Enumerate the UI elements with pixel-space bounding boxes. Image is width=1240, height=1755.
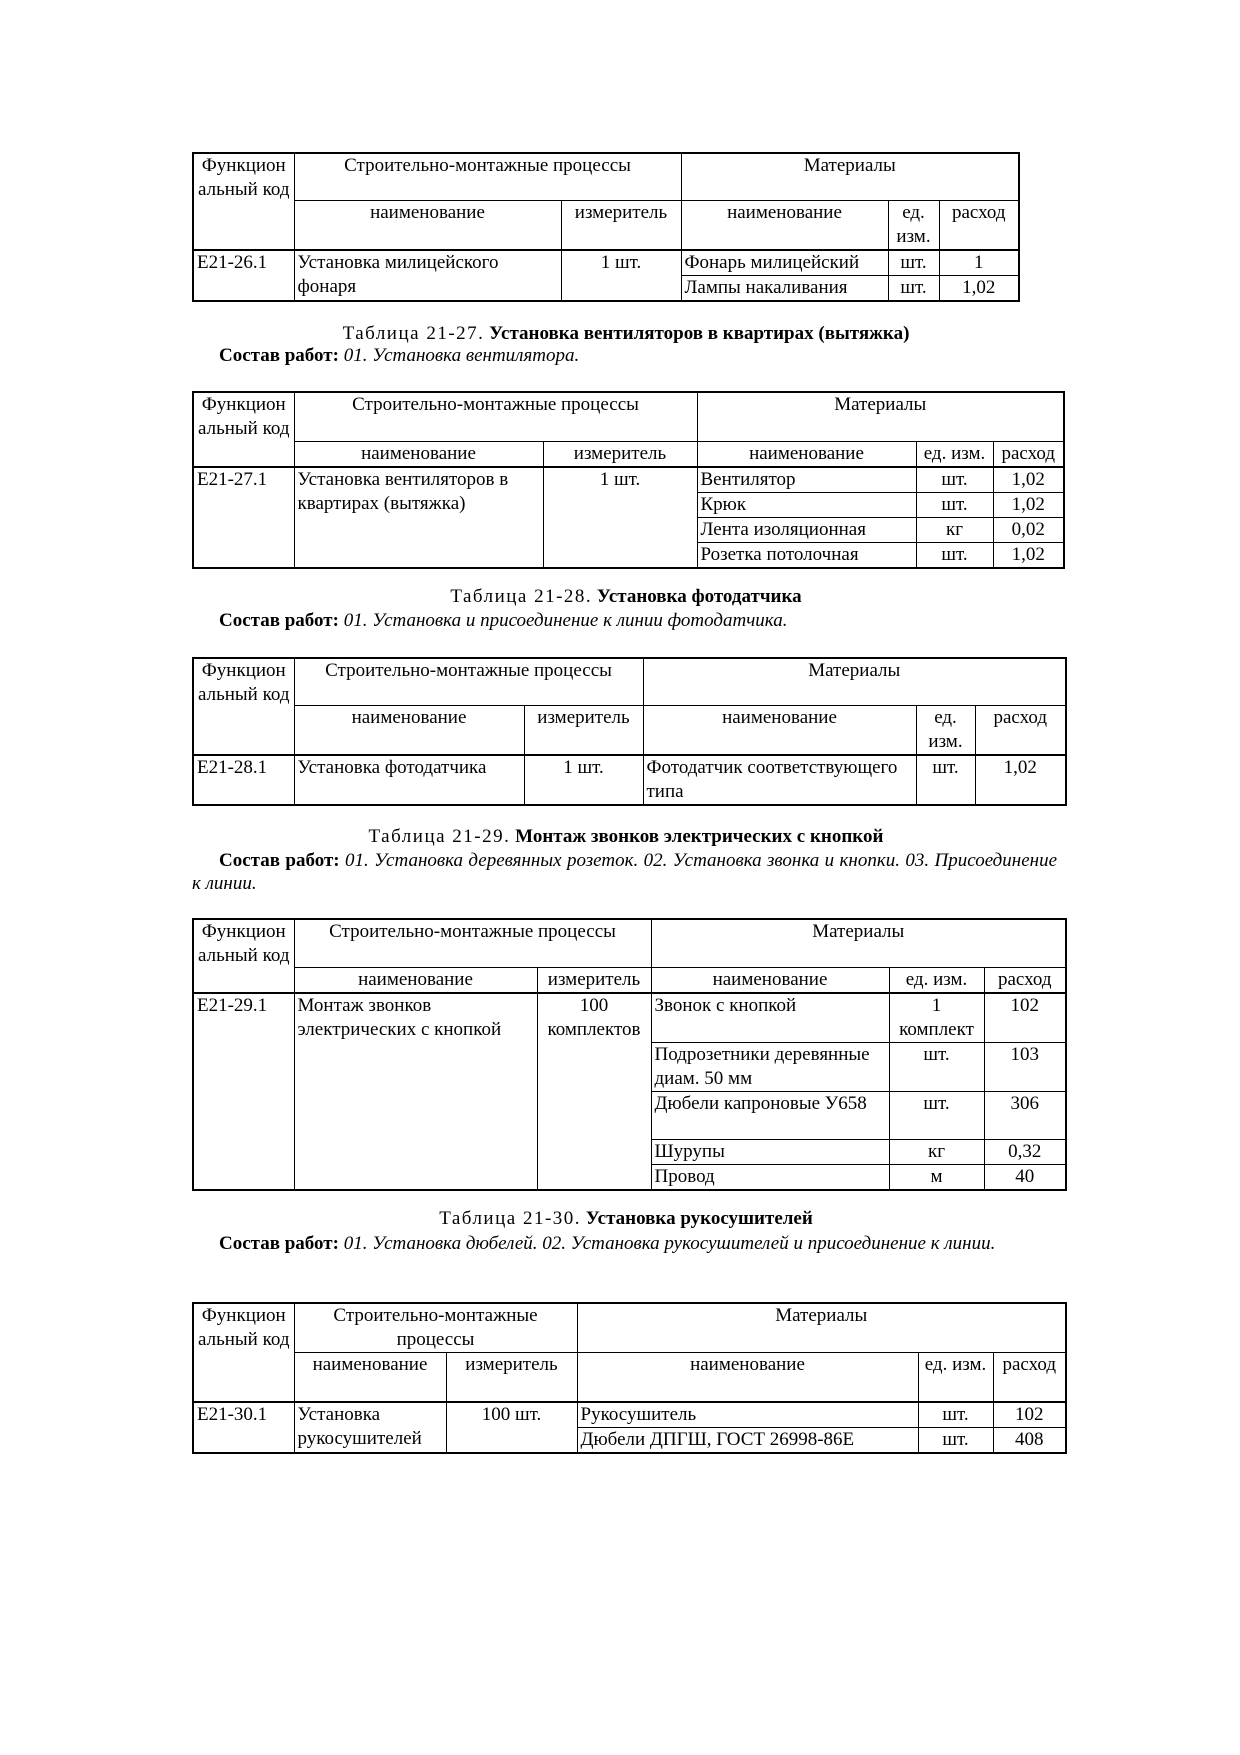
subheader-row — [193, 200, 1019, 250]
header-measure: измеритель — [446, 1353, 577, 1402]
composition-text: 01. Установка дюбелей. 02. Установка рукосушителей и присоединение к линии. — [343, 1233, 996, 1254]
work-code: Е21-29.1 — [193, 993, 294, 1190]
material-qty: 1,02 — [993, 542, 1064, 568]
work-code: Е21-30.1 — [193, 1402, 294, 1453]
table-caption — [192, 1207, 1060, 1231]
composition-label: Состав работ: — [219, 850, 340, 871]
table-row — [193, 467, 1064, 493]
work-composition — [192, 344, 1057, 367]
material-name: Провод — [651, 1164, 889, 1190]
table-number: Таблица 21-27. — [342, 323, 485, 344]
work-name: Установка фотодатчика — [294, 755, 524, 805]
material-name: Звонок с кнопкой — [651, 993, 889, 1043]
material-unit: шт. — [888, 250, 939, 276]
composition-label: Состав работ: — [219, 345, 339, 366]
work-code: Е21-27.1 — [193, 467, 294, 568]
header-measure: измеритель — [543, 441, 697, 467]
table-number: Таблица 21-30. — [439, 1208, 582, 1229]
header-qty: расход — [975, 705, 1066, 755]
header-materials: Материалы — [697, 392, 1064, 441]
material-qty: 0,32 — [984, 1139, 1066, 1164]
table-row — [193, 250, 1019, 276]
header-unit: ед. изм. — [888, 200, 939, 250]
material-name: Крюк — [697, 492, 916, 517]
header-code: Функцион альный код — [193, 153, 294, 250]
work-measure: 100 комплектов — [537, 993, 651, 1190]
material-name: Дюбели капроновые У658 — [651, 1091, 889, 1139]
header-code: Функцион альный код — [193, 919, 294, 993]
material-qty: 1 — [939, 250, 1019, 276]
material-unit: 1 комплект — [889, 993, 984, 1043]
header-qty: расход — [984, 967, 1066, 993]
material-qty: 102 — [984, 993, 1066, 1043]
header-row — [193, 658, 1066, 705]
header-unit: ед. изм. — [889, 967, 984, 993]
header-code: Функцион альный код — [193, 392, 294, 467]
work-measure: 1 шт. — [561, 250, 681, 301]
table-caption — [192, 585, 1060, 609]
header-process-name: наименование — [294, 967, 537, 993]
subheader-row — [193, 705, 1066, 755]
header-unit: ед. изм. — [916, 705, 975, 755]
material-unit: шт. — [889, 1091, 984, 1139]
header-qty: расход — [993, 1353, 1066, 1402]
material-unit: шт. — [918, 1427, 993, 1453]
header-process-name: наименование — [294, 441, 543, 467]
table-caption — [192, 825, 1060, 849]
work-composition — [192, 1232, 1057, 1255]
material-name: Лента изоляционная — [697, 517, 916, 542]
work-code: Е21-28.1 — [193, 755, 294, 805]
table-row — [193, 1402, 1066, 1428]
header-process-name: наименование — [294, 200, 561, 250]
material-unit: м — [889, 1164, 984, 1190]
material-qty: 40 — [984, 1164, 1066, 1190]
norms-table — [192, 1302, 1067, 1454]
material-name: Фотодатчик соответствующего типа — [643, 755, 916, 805]
subheader-row — [193, 1353, 1066, 1402]
norms-table — [192, 918, 1067, 1191]
header-processes: Строительно-монтажные процессы — [294, 153, 681, 200]
work-measure: 100 шт. — [446, 1402, 577, 1453]
material-unit: шт. — [916, 467, 993, 493]
material-name: Лампы накаливания — [681, 275, 888, 301]
table-number: Таблица 21-29. — [368, 826, 511, 847]
material-name: Шурупы — [651, 1139, 889, 1164]
header-unit: ед. изм. — [918, 1353, 993, 1402]
header-processes: Строительно-монтажные процессы — [294, 1303, 577, 1353]
composition-text: 01. Установка вентилятора. — [343, 345, 580, 366]
header-material-name: наименование — [643, 705, 916, 755]
material-unit: шт. — [916, 492, 993, 517]
material-qty: 102 — [993, 1402, 1066, 1428]
composition-text: 01. Установка деревянных розеток. 02. Установка звонка и кнопки. 03. Присоединение к линии. — [192, 850, 1057, 894]
composition-label: Состав работ: — [219, 1233, 339, 1254]
material-name: Фонарь милицейский — [681, 250, 888, 276]
material-name: Вентилятор — [697, 467, 916, 493]
work-code: Е21-26.1 — [193, 250, 294, 301]
header-materials: Материалы — [577, 1303, 1066, 1353]
material-unit: шт. — [889, 1042, 984, 1091]
header-material-name: наименование — [697, 441, 916, 467]
table-title: Установка вентиляторов в квартирах (вытяжка) — [489, 323, 910, 344]
material-name: Рукосушитель — [577, 1402, 918, 1428]
header-qty: расход — [993, 441, 1064, 467]
header-measure: измеритель — [537, 967, 651, 993]
header-material-name: наименование — [577, 1353, 918, 1402]
material-qty: 103 — [984, 1042, 1066, 1091]
table-caption — [192, 322, 1060, 346]
table-row — [193, 993, 1066, 1043]
work-composition — [192, 609, 1057, 632]
header-measure: измеритель — [561, 200, 681, 250]
header-measure: измеритель — [524, 705, 643, 755]
header-processes: Строительно-монтажные процессы — [294, 919, 651, 967]
work-name: Установка рукосушителей — [294, 1402, 446, 1453]
work-name: Установка милицейского фонаря — [294, 250, 561, 301]
work-measure: 1 шт. — [524, 755, 643, 805]
header-materials: Материалы — [681, 153, 1019, 200]
material-qty: 1,02 — [993, 492, 1064, 517]
material-unit: шт. — [918, 1402, 993, 1428]
material-unit: шт. — [888, 275, 939, 301]
header-code: Функцион альный код — [193, 1303, 294, 1402]
header-qty: расход — [939, 200, 1019, 250]
material-qty: 408 — [993, 1427, 1066, 1453]
composition-label: Состав работ: — [219, 610, 339, 631]
work-name: Установка вентиляторов в квартирах (вытяжка) — [294, 467, 543, 568]
header-row — [193, 153, 1019, 200]
material-unit: шт. — [916, 755, 975, 805]
header-materials: Материалы — [651, 919, 1066, 967]
header-processes: Строительно-монтажные процессы — [294, 658, 643, 705]
material-qty: 0,02 — [993, 517, 1064, 542]
subheader-row — [193, 441, 1064, 467]
material-unit: кг — [916, 517, 993, 542]
material-name: Розетка потолочная — [697, 542, 916, 568]
material-unit: кг — [889, 1139, 984, 1164]
header-process-name: наименование — [294, 705, 524, 755]
material-unit: шт. — [916, 542, 993, 568]
subheader-row — [193, 967, 1066, 993]
norms-table — [192, 657, 1067, 806]
table-number: Таблица 21-28. — [450, 586, 593, 607]
table-title: Установка фотодатчика — [596, 586, 802, 607]
header-processes: Строительно-монтажные процессы — [294, 392, 697, 441]
header-code: Функцион альный код — [193, 658, 294, 755]
material-name: Дюбели ДПГШ, ГОСТ 26998-86Е — [577, 1427, 918, 1453]
header-unit: ед. изм. — [916, 441, 993, 467]
header-materials: Материалы — [643, 658, 1066, 705]
work-name: Монтаж звонков электрических с кнопкой — [294, 993, 537, 1190]
header-row — [193, 919, 1066, 967]
header-material-name: наименование — [651, 967, 889, 993]
table-row — [193, 755, 1066, 805]
work-measure: 1 шт. — [543, 467, 697, 568]
header-row — [193, 392, 1064, 441]
table-title: Установка рукосушителей — [585, 1208, 813, 1229]
material-qty: 1,02 — [939, 275, 1019, 301]
table-title: Монтаж звонков электрических с кнопкой — [515, 826, 884, 847]
composition-text: 01. Установка и присоединение к линии фотодатчика. — [343, 610, 788, 631]
material-qty: 1,02 — [975, 755, 1066, 805]
work-composition — [192, 849, 1057, 895]
norms-table — [192, 152, 1020, 302]
material-name: Подрозетники деревянные диам. 50 мм — [651, 1042, 889, 1091]
material-qty: 306 — [984, 1091, 1066, 1139]
header-process-name: наименование — [294, 1353, 446, 1402]
norms-table — [192, 391, 1065, 569]
header-material-name: наименование — [681, 200, 888, 250]
header-row — [193, 1303, 1066, 1353]
material-qty: 1,02 — [993, 467, 1064, 493]
